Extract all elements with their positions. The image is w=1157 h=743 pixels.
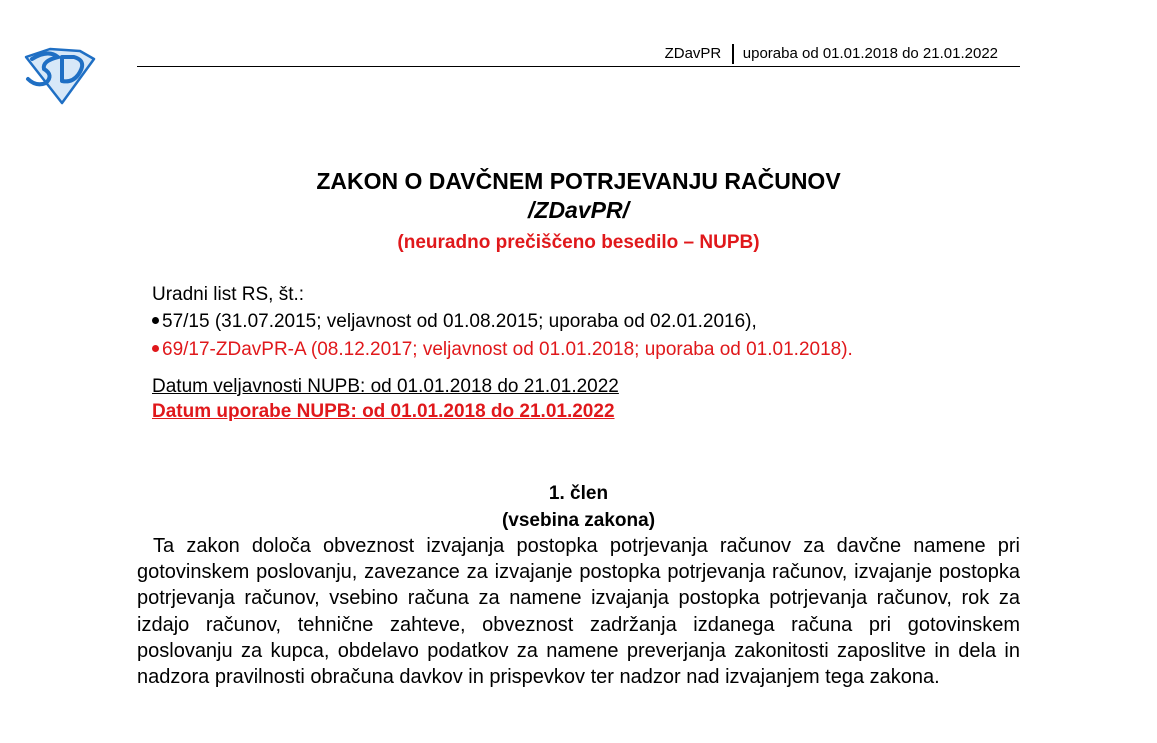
application-date: Datum uporabe NUPB: od 01.01.2018 do 21.01.2022 (152, 401, 615, 422)
header-usage-period: uporaba od 01.01.2018 do 21.01.2022 (742, 45, 998, 62)
gazette-item (152, 310, 757, 334)
gazette-item-text: 69/17-ZDavPR-A (08.12.2017; veljavnost od 01.01.2018; uporaba od 01.01.2018). (162, 339, 853, 360)
gazette-item (152, 338, 853, 362)
gazette-label: Uradni list RS, št.: (152, 284, 305, 305)
gazette-item-text: 57/15 (31.07.2015; veljavnost od 01.08.2015; uporaba od 02.01.2016), (162, 311, 757, 332)
article-heading: (vsebina zakona) (501, 510, 656, 531)
document-abbreviation: /ZDavPR/ (528, 197, 629, 223)
document-subtitle: (neuradno prečiščeno besedilo – NUPB) (397, 232, 760, 253)
sd-emblem-icon (22, 45, 96, 105)
header-separator (732, 44, 734, 64)
bullet-icon (152, 317, 159, 324)
header-doc-abbr: ZDavPR (664, 45, 722, 62)
article-body: Ta zakon določa obveznost izvajanja postopka potrjevanja računov za davčne namene pri gotovinskem poslovanju, zavezance za izvajanje postopka potrjevanja računov, izvajanje postopka potrjevanja računov, vsebino računa za namene izvajanja postopka potrjevanja računov, rok za izdajo računov, tehnične zahteve, obveznost zadržanja izdanega računa pri gotovinskem poslovanju za kupca, obdelavo podatkov za namene preverjanja zakonitosti zaposlitve in dela in nadzora pravilnosti obračuna davkov in prispevkov ter nadzor nad izvajanjem tega zakona. (137, 535, 1020, 689)
article-number: 1. člen (548, 483, 609, 504)
page-header (137, 44, 1020, 67)
bullet-icon (152, 345, 159, 352)
header-text (665, 44, 998, 64)
validity-date: Datum veljavnosti NUPB: od 01.01.2018 do 21.01.2022 (152, 376, 619, 397)
document-title: ZAKON O DAVČNEM POTRJEVANJU RAČUNOV (316, 168, 841, 194)
